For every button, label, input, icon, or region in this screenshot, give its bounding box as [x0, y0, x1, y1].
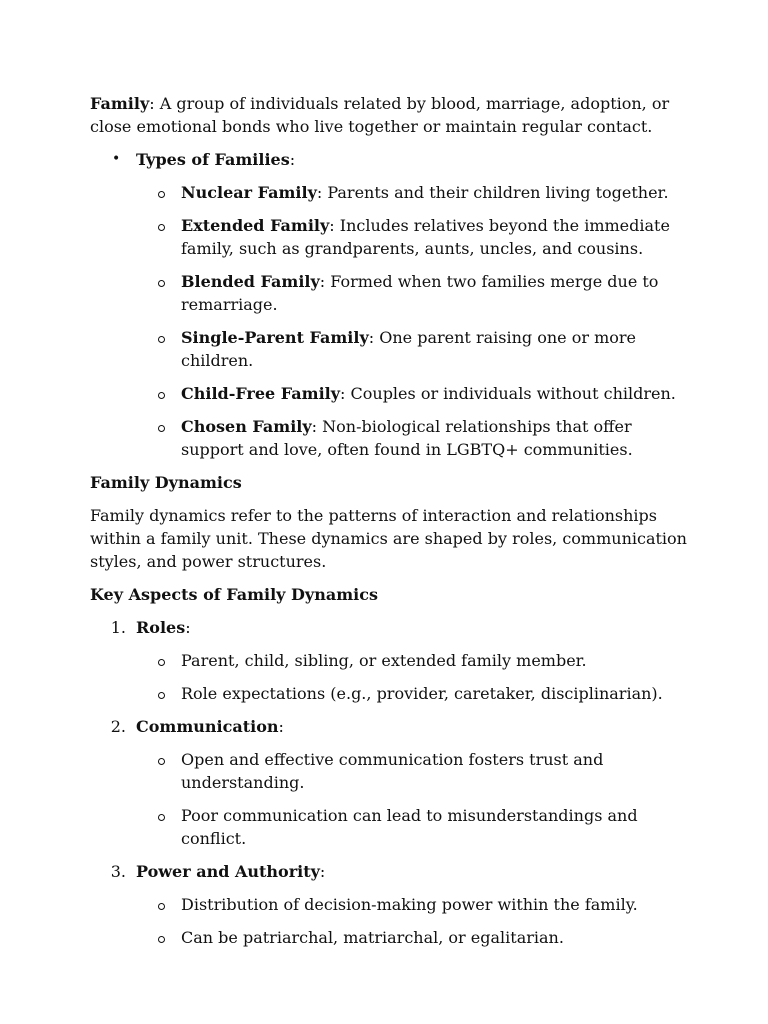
circle-bullet-icon [158, 191, 165, 198]
aspect-item-power [90, 860, 690, 949]
types-heading: Types of Families [136, 150, 290, 169]
types-list [90, 148, 690, 461]
aspect-number: 1. [110, 618, 126, 637]
family-type-text: : Includes relatives beyond the immediate family, such as grandparents, aunts, uncles, and cousins. [181, 216, 670, 258]
family-type-item [136, 270, 690, 316]
aspects-list [90, 616, 690, 949]
circle-bullet-icon [158, 336, 165, 343]
family-type-term: Chosen Family [181, 417, 312, 436]
circle-bullet-icon [158, 280, 165, 287]
circle-bullet-icon [158, 659, 165, 666]
family-type-text: : Formed when two families merge due to remarriage. [181, 272, 659, 314]
aspect-point-text: Open and effective communication fosters trust and understanding. [181, 750, 604, 792]
family-type-text: : One parent raising one or more children. [181, 328, 636, 370]
aspect-point [136, 893, 690, 916]
circle-bullet-icon [158, 224, 165, 231]
aspect-point-text: Role expectations (e.g., provider, caretaker, disciplinarian). [181, 684, 663, 703]
family-type-item [136, 415, 690, 461]
circle-bullet-icon [158, 425, 165, 432]
family-type-term: Child-Free Family [181, 384, 341, 403]
family-type-item [136, 382, 690, 405]
aspect-title-suffix: : [319, 862, 326, 881]
aspect-points [136, 649, 690, 705]
dynamics-heading [90, 471, 690, 494]
aspect-points [136, 748, 690, 850]
aspect-number: 3. [110, 862, 126, 881]
circle-bullet-icon [158, 392, 165, 399]
family-type-term: Extended Family [181, 216, 330, 235]
family-type-text: : Couples or individuals without children. [340, 384, 676, 403]
aspect-number: 2. [110, 717, 126, 736]
aspect-title: Power and Authority [136, 862, 320, 881]
definition-text: : A group of individuals related by blood, marriage, adoption, or close emotional bonds who live together or maintain regular contact. [90, 94, 670, 136]
aspect-point [136, 748, 690, 794]
family-type-term: Nuclear Family [181, 183, 317, 202]
circle-bullet-icon [158, 936, 165, 943]
types-list-item [90, 148, 690, 461]
aspect-title: Communication [136, 717, 279, 736]
document-page [90, 92, 690, 959]
bullet-icon: • [112, 151, 121, 167]
aspect-point [136, 804, 690, 850]
types-heading-suffix: : [289, 150, 296, 169]
aspects-heading [90, 583, 690, 606]
family-type-item [136, 214, 690, 260]
circle-bullet-icon [158, 903, 165, 910]
aspect-points [136, 893, 690, 949]
aspect-point [136, 926, 690, 949]
aspect-point [136, 682, 690, 705]
family-type-term: Blended Family [181, 272, 320, 291]
family-type-item [136, 326, 690, 372]
aspect-point-text: Parent, child, sibling, or extended family member. [181, 651, 587, 670]
family-definition [90, 92, 690, 138]
aspect-item-communication [90, 715, 690, 850]
family-type-item [136, 181, 690, 204]
dynamics-heading-text: Family Dynamics [90, 473, 242, 492]
aspects-heading-text: Key Aspects of Family Dynamics [90, 585, 378, 604]
aspect-title: Roles [136, 618, 186, 637]
aspect-title-suffix: : [185, 618, 191, 637]
aspect-point-text: Distribution of decision-making power within the family. [181, 895, 638, 914]
aspect-item-roles [90, 616, 690, 705]
dynamics-paragraph: Family dynamics refer to the patterns of interaction and relationships within a family unit. These dynamics are shaped by roles, communication styles, and power structures. [90, 506, 687, 571]
family-type-text: : Parents and their children living together. [316, 183, 669, 202]
circle-bullet-icon [158, 758, 165, 765]
aspect-point-text: Can be patriarchal, matriarchal, or egalitarian. [181, 928, 564, 947]
aspect-point [136, 649, 690, 672]
aspect-point-text: Poor communication can lead to misunderstandings and conflict. [181, 806, 638, 848]
definition-term: Family [90, 94, 150, 113]
family-type-text: : Non-biological relationships that offer support and love, often found in LGBTQ+ communities. [181, 417, 633, 459]
circle-bullet-icon [158, 692, 165, 699]
family-type-term: Single-Parent Family [181, 328, 369, 347]
family-types-sublist [136, 181, 690, 461]
aspect-title-suffix: : [278, 717, 284, 736]
circle-bullet-icon [158, 814, 165, 821]
